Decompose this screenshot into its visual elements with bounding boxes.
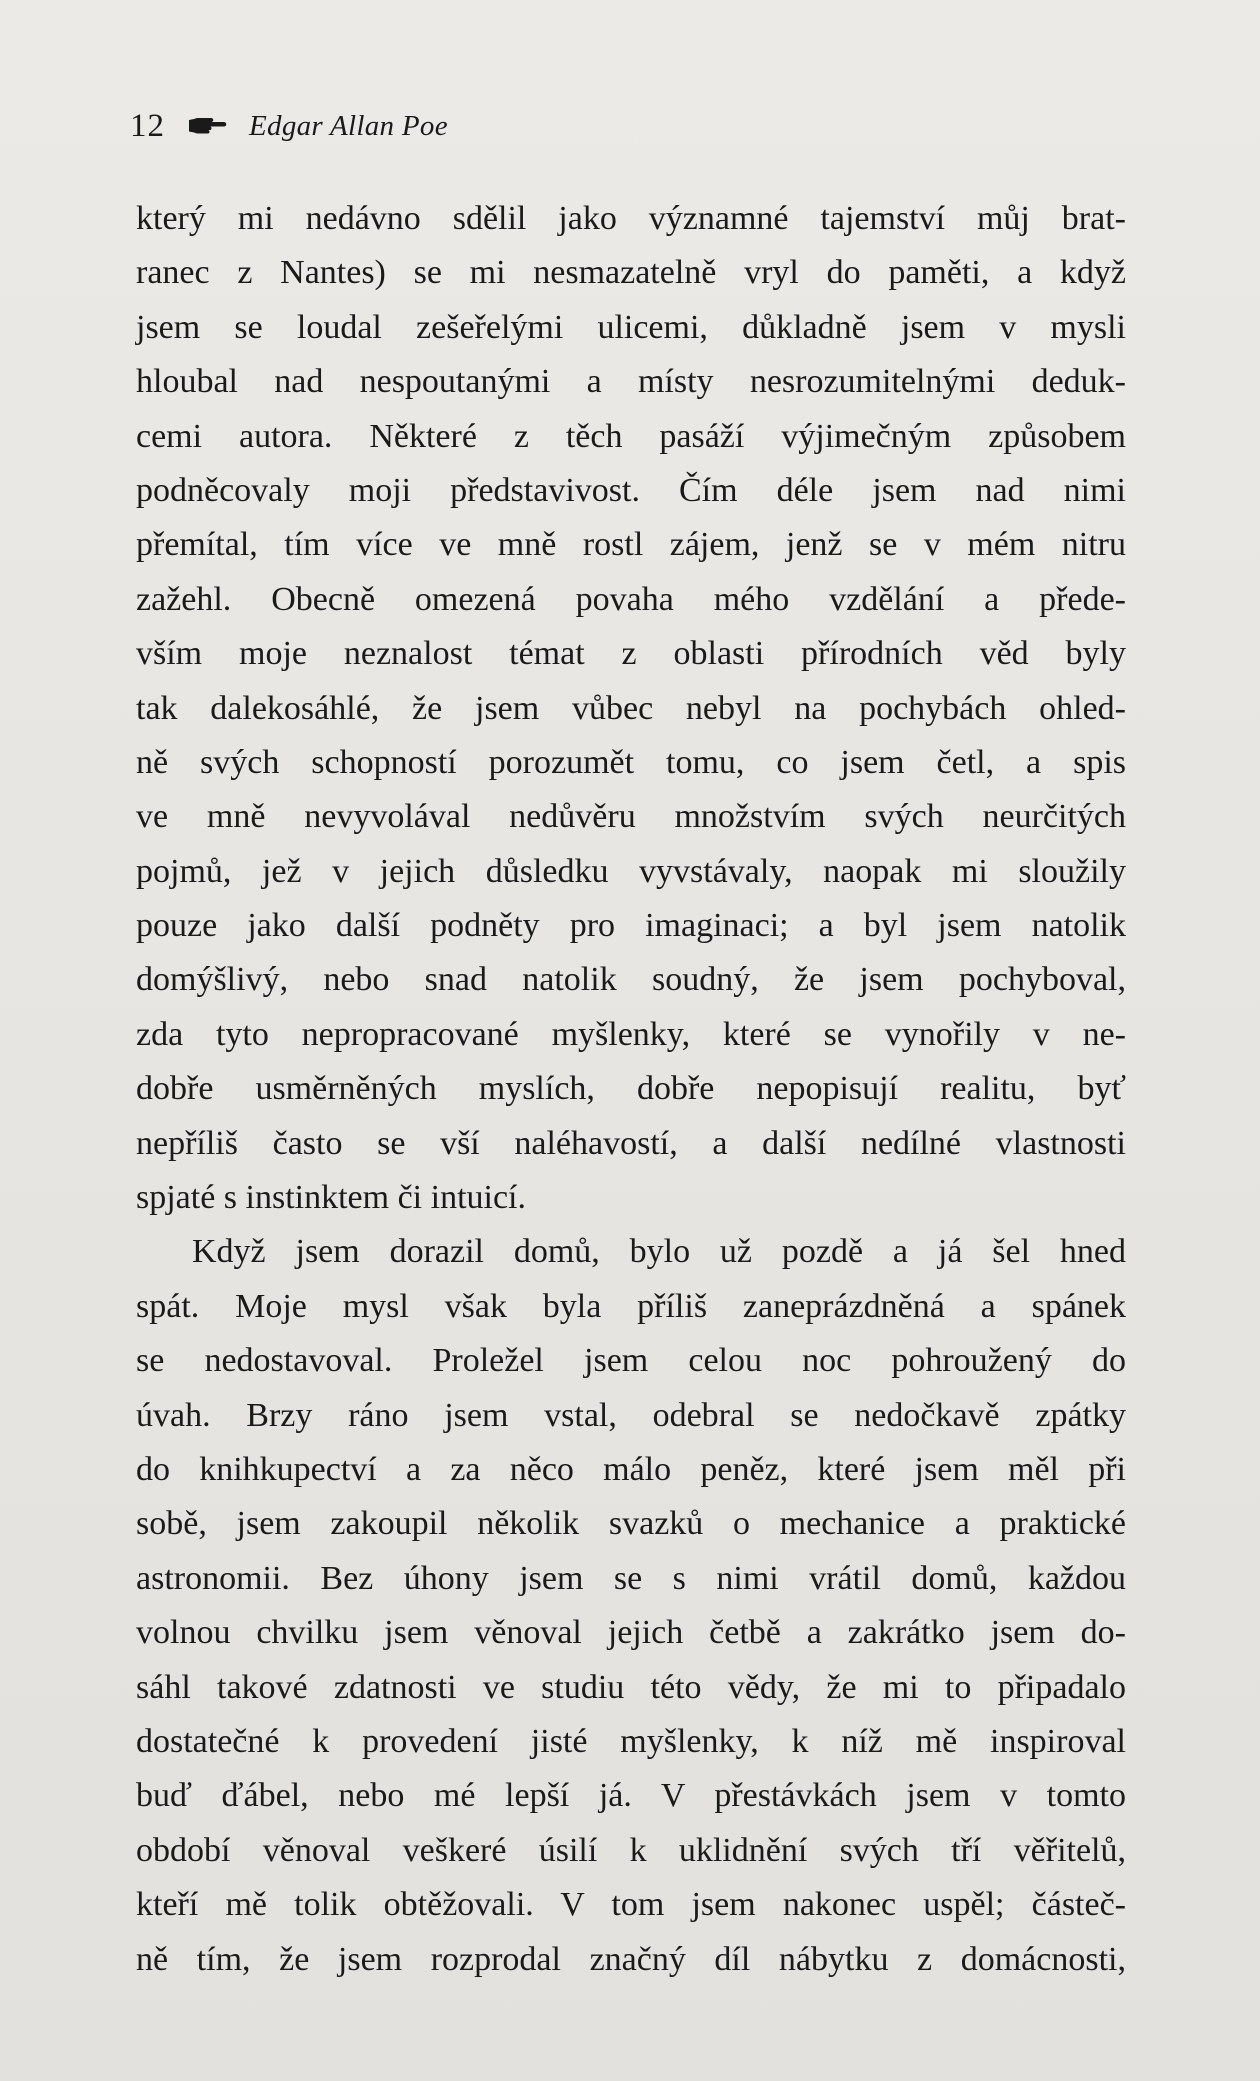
text-line: pouze jako další podněty pro imaginaci; a byl jsem natolik	[136, 907, 1126, 945]
text-line: přemítal, tím více ve mně rostl zájem, jenž se v mém nitru	[136, 526, 1126, 564]
text-line: astronomii. Bez úhony jsem se s nimi vrátil domů, každou	[136, 1559, 1126, 1597]
text-line: spát. Moje mysl však byla příliš zaneprázdněná a spánek	[136, 1287, 1126, 1325]
text-line: ranec z Nantes) se mi nesmazatelně vryl do paměti, a když	[136, 254, 1126, 292]
text-line: cemi autora. Některé z těch pasáží výjimečným způsobem	[136, 417, 1126, 455]
text-line: buď ďábel, nebo mé lepší já. V přestávkách jsem v tomto	[136, 1777, 1126, 1815]
paragraph	[136, 192, 1126, 1225]
text-line: do knihkupectví a za něco málo peněz, které jsem měl při	[136, 1450, 1126, 1488]
text-line: jsem se loudal zešeřelými ulicemi, důkladně jsem v mysli	[136, 308, 1126, 346]
text-line: období věnoval veškeré úsilí k uklidnění svých tří věřitelů,	[136, 1831, 1126, 1869]
text-line: dobře usměrněných myslích, dobře nepopisují realitu, byť	[136, 1070, 1126, 1108]
text-line: zažehl. Obecně omezená povaha mého vzdělání a přede-	[136, 580, 1126, 618]
text-line: volnou chvilku jsem věnoval jejich četbě a zakrátko jsem do-	[136, 1614, 1126, 1652]
text-line: podněcovaly moji představivost. Čím déle jsem nad nimi	[136, 471, 1126, 509]
text-line: se nedostavoval. Proležel jsem celou noc pohroužený do	[136, 1342, 1126, 1380]
text-line: ně svých schopností porozumět tomu, co jsem četl, a spis	[136, 743, 1126, 781]
text-line: který mi nedávno sdělil jako významné tajemství můj brat-	[136, 200, 1126, 237]
running-head	[130, 103, 448, 149]
text-line: ně tím, že jsem rozprodal značný díl nábytku z domácnosti,	[136, 1940, 1126, 1978]
pointing-hand-icon	[187, 115, 227, 137]
text-line: ve mně nevyvolával nedůvěru množstvím svých neurčitých	[136, 798, 1126, 836]
text-line: spjaté s instinktem či intuicí.	[136, 1179, 527, 1217]
text-line: domýšlivý, nebo snad natolik soudný, že jsem pochyboval,	[136, 961, 1126, 999]
text-line: Když jsem dorazil domů, bylo už pozdě a já šel hned	[192, 1233, 1126, 1271]
text-line: sobě, jsem zakoupil několik svazků o mechanice a praktické	[136, 1505, 1126, 1543]
text-line: zda tyto nepropracované myšlenky, které se vynořily v ne-	[136, 1015, 1126, 1053]
running-head-author: Edgar Allan Poe	[249, 109, 448, 142]
text-line: dostatečné k provedení jisté myšlenky, k níž mě inspiroval	[136, 1722, 1126, 1760]
body-text	[136, 192, 1126, 1987]
page-number: 12	[130, 107, 165, 144]
text-line: hloubal nad nespoutanými a místy nesrozumitelnými deduk-	[136, 363, 1126, 401]
text-line: kteří mě tolik obtěžovali. V tom jsem nakonec uspěl; částeč-	[136, 1886, 1126, 1924]
text-line: pojmů, jež v jejich důsledku vyvstávaly, naopak mi sloužily	[136, 852, 1126, 890]
text-line: tak dalekosáhlé, že jsem vůbec nebyl na pochybách ohled-	[136, 689, 1126, 727]
text-line: sáhl takové zdatnosti ve studiu této vědy, že mi to připadalo	[136, 1668, 1126, 1706]
paragraph	[136, 1225, 1126, 1986]
text-line: vším moje neznalost témat z oblasti přírodních věd byly	[136, 635, 1126, 673]
text-line: úvah. Brzy ráno jsem vstal, odebral se nedočkavě zpátky	[136, 1396, 1126, 1434]
text-line: nepříliš často se vší naléhavostí, a další nedílné vlastnosti	[136, 1124, 1126, 1162]
